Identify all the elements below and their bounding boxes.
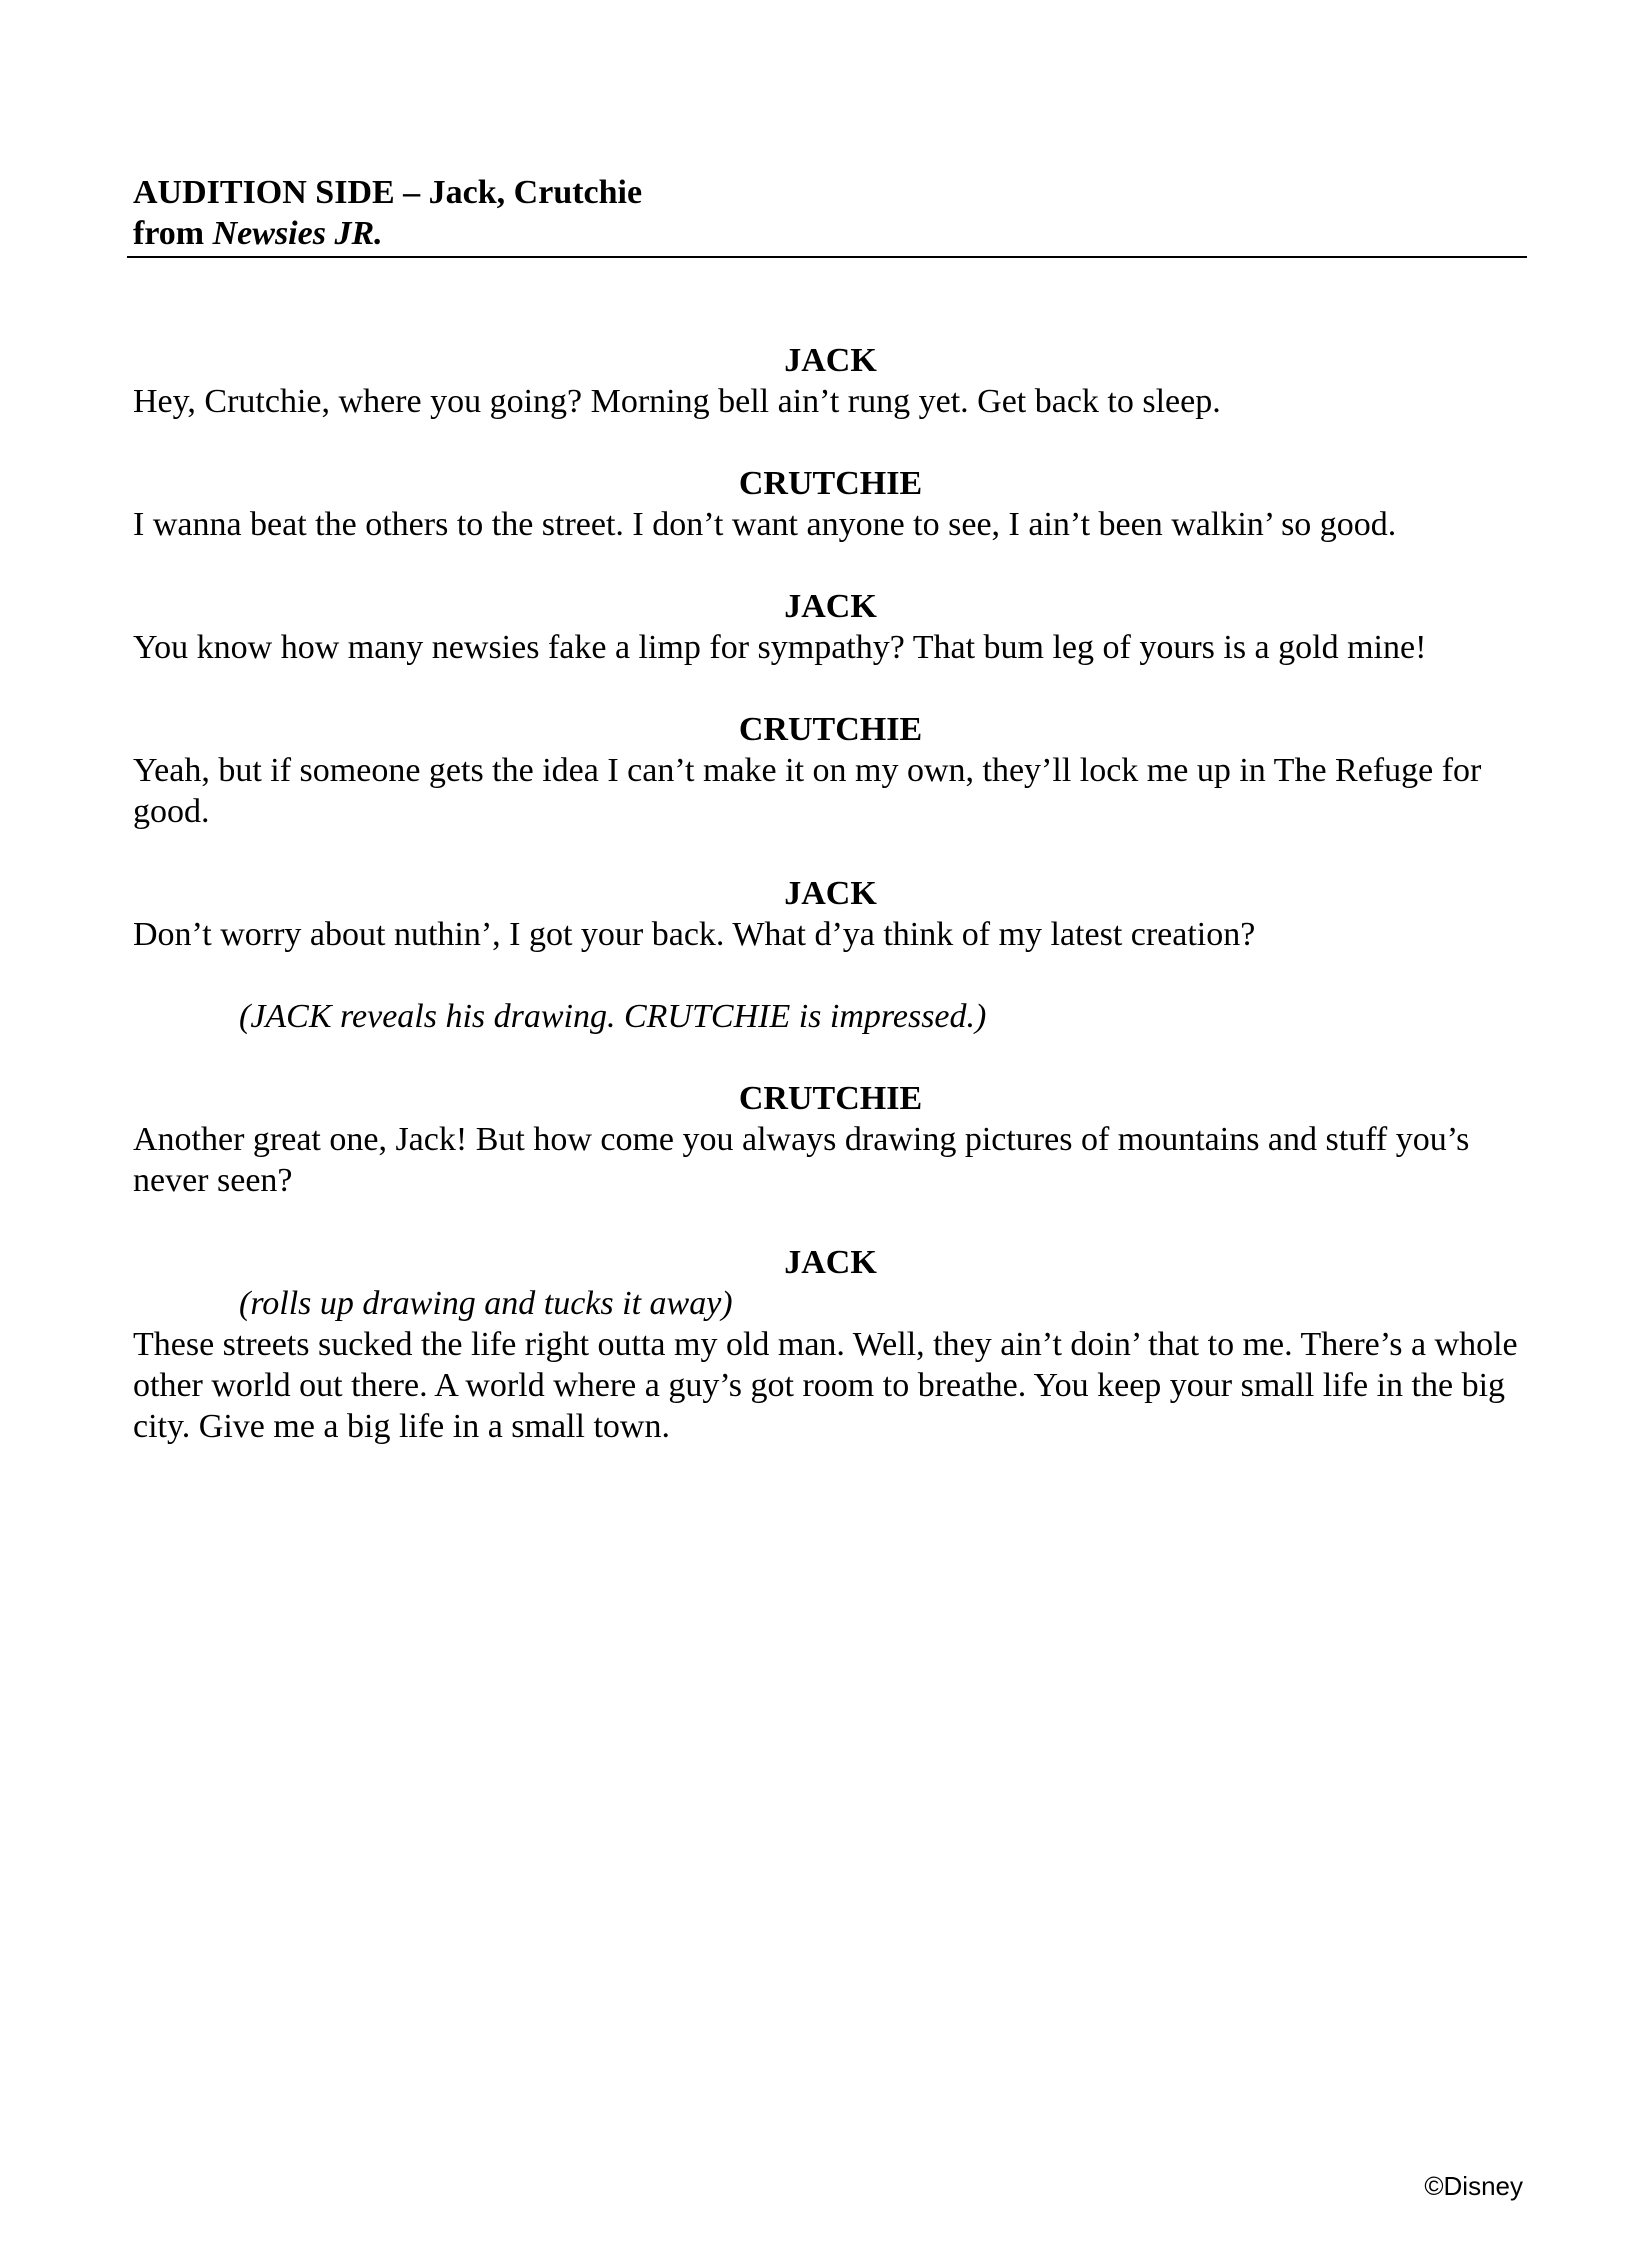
script-block (133, 709, 1528, 832)
speaker-name: CRUTCHIE (738, 465, 923, 502)
script-block (133, 1078, 1528, 1201)
dialogue-line: You know how many newsies fake a limp for sympathy? That bum leg of yours is a gold mine! (133, 629, 1427, 666)
dialogue-line: I wanna beat the others to the street. I don’t want anyone to see, I ain’t been walkin’ so good. (133, 506, 1397, 543)
show-title: Newsies JR. (212, 215, 383, 252)
document-header (133, 172, 1526, 254)
script-block (133, 1242, 1528, 1447)
header-divider (127, 256, 1527, 258)
dialogue-line: These streets sucked the life right outta my old man. Well, they ain’t doin’ that to me. There’s a whole other world out there. A world where a guy’s got room to breathe. You keep your small life in the big city. Give me a big life in a small town. (133, 1326, 1518, 1445)
script-block (133, 586, 1528, 668)
dialogue-line: Don’t worry about nuthin’, I got your back. What d’ya think of my latest creation? (133, 916, 1256, 953)
audition-side-title: AUDITION SIDE – Jack, Crutchie (133, 174, 643, 211)
script-block (133, 340, 1528, 422)
script-body (133, 340, 1528, 1488)
dialogue-line: Hey, Crutchie, where you going? Morning bell ain’t rung yet. Get back to sleep. (133, 383, 1221, 420)
script-block (133, 873, 1528, 955)
speaker-name: JACK (784, 342, 877, 379)
copyright-notice: ©Disney (1424, 2171, 1523, 2201)
stage-direction: (JACK reveals his drawing. CRUTCHIE is impressed.) (239, 998, 987, 1035)
stage-direction: (rolls up drawing and tucks it away) (239, 1285, 733, 1322)
stage-direction-block (133, 996, 1528, 1037)
speaker-name: JACK (784, 588, 877, 625)
show-source-line (133, 213, 1526, 254)
source-prefix: from (133, 215, 213, 252)
speaker-name: JACK (784, 875, 877, 912)
speaker-name: JACK (784, 1244, 877, 1281)
speaker-name: CRUTCHIE (738, 1080, 923, 1117)
speaker-name: CRUTCHIE (738, 711, 923, 748)
dialogue-line: Yeah, but if someone gets the idea I can’t make it on my own, they’ll lock me up in The Refuge for good. (133, 752, 1482, 830)
script-block (133, 463, 1528, 545)
dialogue-line: Another great one, Jack! But how come you always drawing pictures of mountains and stuff you’s never seen? (133, 1121, 1470, 1199)
